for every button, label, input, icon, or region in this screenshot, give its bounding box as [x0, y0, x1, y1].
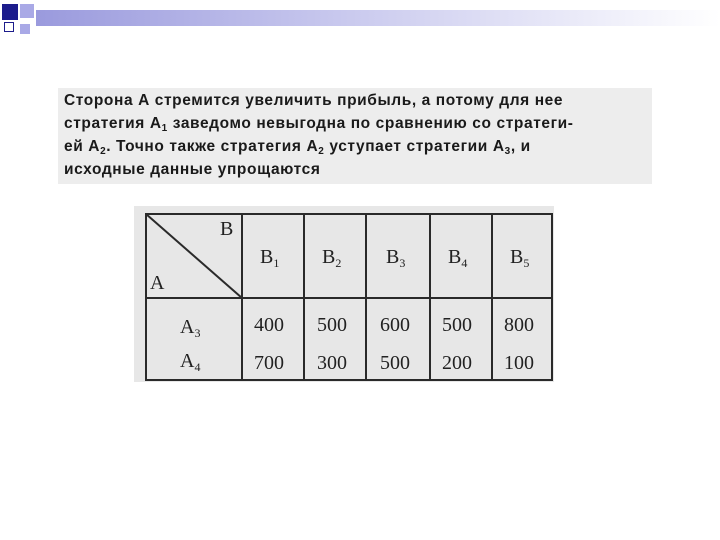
scanned-text-block — [58, 88, 652, 184]
table-cell: 300 — [317, 352, 347, 374]
text-fragment: стратегия А — [64, 115, 162, 132]
table-cell: 800 — [504, 314, 534, 336]
corner-label-a: А — [150, 272, 165, 294]
text-fragment: . Точно также стратегия А — [106, 138, 319, 155]
decor-square — [2, 4, 18, 20]
text-subscript: 2 — [318, 146, 325, 157]
decor-square — [4, 22, 14, 32]
text-subscript: 1 — [161, 123, 168, 134]
table-cell: 500 — [317, 314, 347, 336]
column-header-b4: $В_4$ — [448, 246, 468, 270]
text-fragment: заведомо невыгодна по сравнению со стратеги- — [167, 115, 574, 132]
table-cell: 600 — [380, 314, 410, 336]
column-header-b5: $В_5$ — [510, 246, 530, 270]
text-line-1 — [64, 91, 648, 110]
text-line-2 — [64, 114, 648, 138]
table-cell: 700 — [254, 352, 284, 374]
text-line-4-content: исходные данные упрощаются — [64, 161, 321, 178]
text-line-1-content: Сторона А стремится увеличить прибыль, а потому для нее — [64, 92, 564, 109]
column-header-b3: $В_3$ — [386, 246, 406, 270]
payoff-table — [134, 206, 554, 382]
text-subscript: 2 — [100, 146, 107, 157]
slide-decoration — [0, 0, 720, 40]
corner-label-b: В — [220, 218, 234, 240]
column-header-b1: $В_1$ — [260, 246, 280, 270]
table-cell: 100 — [504, 352, 534, 374]
row-header-a3: $А_3$ — [180, 316, 201, 340]
decor-square — [20, 4, 34, 18]
header-bar — [36, 10, 720, 26]
table-cell: 500 — [380, 352, 410, 374]
text-line-3 — [64, 137, 648, 161]
text-line-4 — [64, 160, 648, 179]
text-subscript: 3 — [504, 146, 511, 157]
text-fragment: уступает стратегии А — [324, 138, 505, 155]
column-header-b2: $В_2$ — [322, 246, 342, 270]
text-fragment: , и — [510, 138, 531, 155]
row-header-a4: $А_4$ — [180, 350, 201, 374]
table-cell: 500 — [442, 314, 472, 336]
table-cell: 200 — [442, 352, 472, 374]
decor-square — [20, 24, 30, 34]
table-cell: 400 — [254, 314, 284, 336]
text-fragment: ей А — [64, 138, 101, 155]
